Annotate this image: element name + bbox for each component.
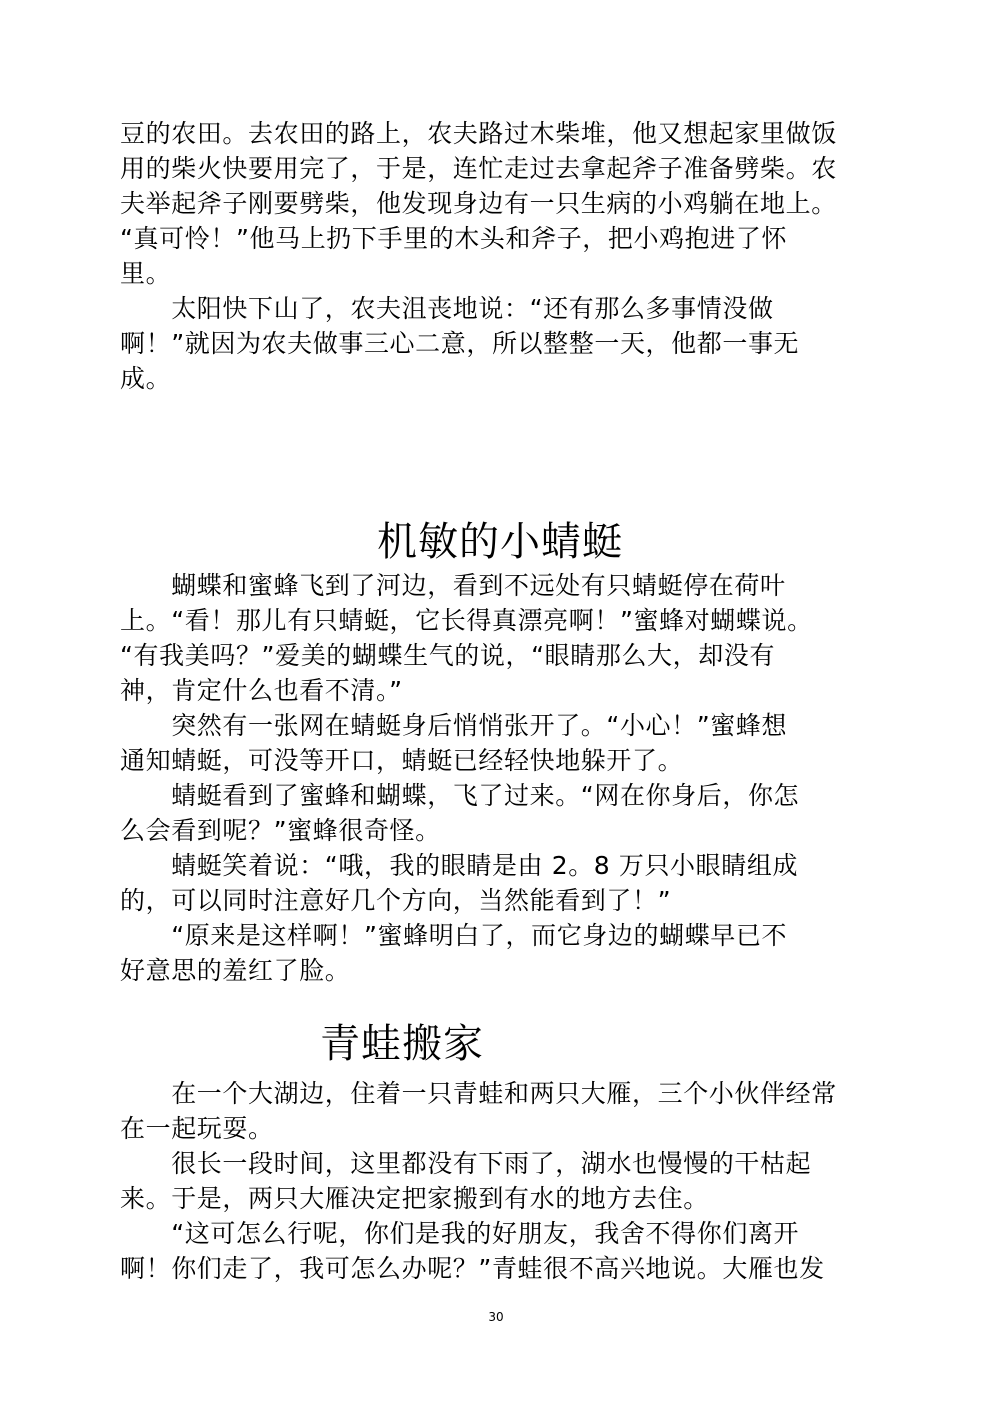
text-line: 在一起玩耍。 [120,1114,274,1143]
text-line: 蜻蜓笑着说：“哦，我的眼睛是由 2。8 万只小眼睛组成 [120,851,799,880]
story-title: 青蛙搬家 [320,1021,484,1067]
text-line: 蝴蝶和蜜蜂飞到了河边，看到不远处有只蜻蜓停在荷叶 [120,571,786,600]
text-line: 在一个大湖边，住着一只青蛙和两只大雁，三个小伙伴经常 [120,1079,837,1108]
text-line: 神，肯定什么也看不清。” [120,676,403,705]
text-line: 成。 [120,364,172,393]
text-line: 上。“看！那儿有只蜻蜓，它长得真漂亮啊！”蜜蜂对蝴蝶说。 [120,606,813,635]
text-line: 很长一段时间，这里都没有下雨了，湖水也慢慢的干枯起 [120,1149,812,1178]
text-line: 通知蜻蜓，可没等开口，蜻蜓已经轻快地躲开了。 [120,746,684,775]
text-line: 蜻蜓看到了蜜蜂和蝴蝶，飞了过来。“网在你身后，你怎 [120,781,800,810]
text-line: 夫举起斧子刚要劈柴，他发现身边有一只生病的小鸡躺在地上。 [120,189,837,218]
text-line: 豆的农田。去农田的路上，农夫路过木柴堆，他又想起家里做饭 [120,119,837,148]
text-line: 来。于是，两只大雁决定把家搬到有水的地方去住。 [120,1184,709,1213]
page-number: 30 [488,1310,504,1324]
text-line: 突然有一张网在蜻蜓身后悄悄张开了。“小心！”蜜蜂想 [120,711,788,740]
text-line: “这可怎么行呢，你们是我的好朋友，我舍不得你们离开 [120,1219,800,1248]
text-line: 的，可以同时注意好几个方向，当然能看到了！” [120,886,672,915]
text-line: 啊！”就因为农夫做事三心二意，所以整整一天，他都一事无 [120,329,800,358]
text-line: “真可怜！”他马上扔下手里的木头和斧子，把小鸡抱进了怀 [120,224,788,253]
text-line: 么会看到呢？”蜜蜂很奇怪。 [120,816,441,845]
story-title: 机敏的小蜻蜓 [377,519,623,565]
text-line: 太阳快下山了，农夫沮丧地说：“还有那么多事情没做 [120,294,774,323]
text-line: 啊！你们走了，我可怎么办呢？”青蛙很不高兴地说。大雁也发 [120,1254,825,1283]
text-line: 用的柴火快要用完了，于是，连忙走过去拿起斧子准备劈柴。农 [120,154,837,183]
text-line: 好意思的羞红了脸。 [120,956,351,985]
text-line: “有我美吗？”爱美的蝴蝶生气的说，“眼睛那么大，却没有 [120,641,776,670]
text-line: “原来是这样啊！”蜜蜂明白了，而它身边的蝴蝶早已不 [120,921,788,950]
text-line: 里。 [120,259,172,288]
